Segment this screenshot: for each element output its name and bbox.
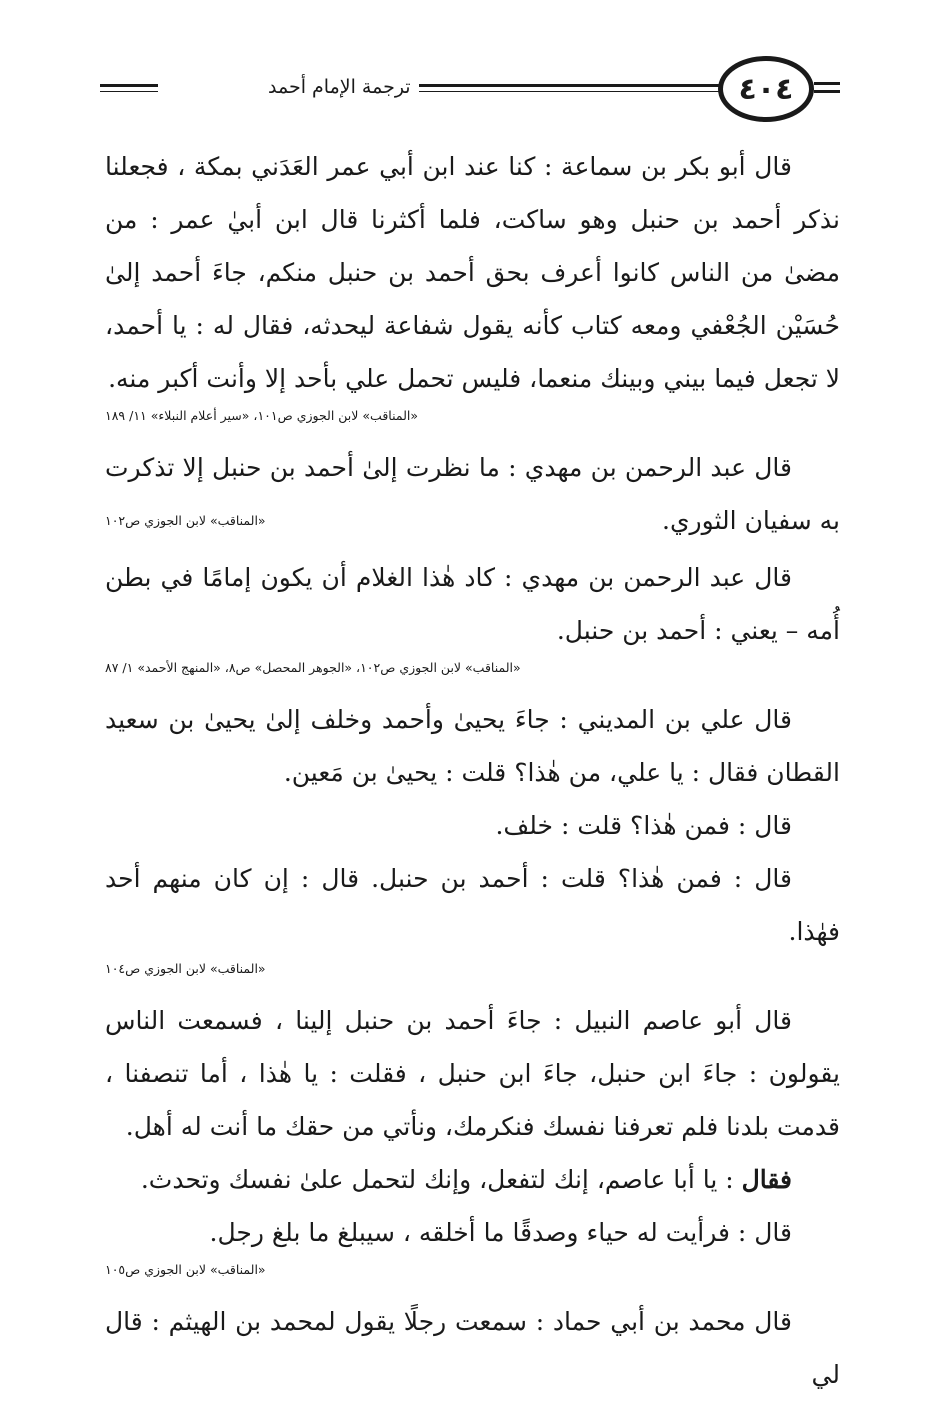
paragraph	[105, 1153, 840, 1206]
page-content	[105, 140, 840, 1401]
footnote-reference: «المناقب» لابن الجوزي ص١٠١، «سير أعلام النبلاء» ١١/ ١٨٩	[105, 408, 419, 423]
page-header	[100, 52, 840, 132]
paragraph: قال أبو عاصم النبيل : جاءَ أحمد بن حنبل إلينا ، فسمعت الناس يقولون : جاءَ ابن حنبل، جاءَ ابن حنبل ، فقلت : يا هٰذا ، أما تنصفنا ، قدمت بلدنا فلم تعرفنا نفسك فنكرمك، ونأتي من حقك ما أنت له أهل.	[105, 1006, 840, 1141]
header-rule-right-thick-2	[814, 90, 840, 93]
header-rule-middle	[400, 84, 720, 87]
header-rule-left-thin	[100, 91, 158, 92]
paragraph: قال أبو بكر بن سماعة : كنا عند ابن أبي عمر العَدَني بمكة ، فجعلنا نذكر أحمد بن حنبل وهو ساكت، فلما أكثرنا قال ابن أبيٰ عمر : من مضىٰ من الناس كانوا أعرف بحق أحمد بن حنبل منكم، جاءَ أحمد إلىٰ حُسَيْن الجُعْفي ومعه كتاب كأنه يقول شفاعة ليحدثه، فقال له : يا أحمد، لا تجعل فيما بيني وبينك منعما، فليس تحمل علي بأحد إلا وأنت أكبر منه.	[105, 152, 840, 393]
footnote-reference: «المناقب» لابن الجوزي ص١٠٥	[105, 1262, 266, 1277]
paragraph: قال محمد بن أبي حماد : سمعت رجلًا يقول لمحمد بن الهيثم : قال لي	[105, 1307, 840, 1389]
paragraph: قال : فمن هٰذا؟ قلت : خلف.	[495, 811, 792, 840]
header-rule-middle-thin	[400, 91, 720, 92]
paragraph: قال : فرأيت له حياء وصدقًا ما أخلقه ، سيبلغ ما بلغ رجل.	[209, 1218, 792, 1247]
paragraph: قال : فمن هٰذا؟ قلت : أحمد بن حنبل. قال : إن كان منهم أحد فهٰذا.	[105, 864, 840, 946]
paragraph-text: : يا أبا عاصم، إنك لتفعل، وإنك لتحمل علىٰ نفسك وتحدث.	[140, 1165, 734, 1194]
header-rule-left	[100, 84, 158, 87]
footnote-reference: «المناقب» لابن الجوزي ص١٠٢	[105, 513, 266, 528]
running-title: ترجمة الإمام أحمد	[260, 76, 419, 98]
header-rule-right-thick	[814, 82, 840, 85]
paragraph-text: قال عبد الرحمن بن مهدي : ما نظرت إلىٰ أحمد بن حنبل إلا تذكرت به سفيان الثوري.	[105, 453, 840, 535]
paragraph	[105, 441, 840, 547]
page-number-badge: ٤٠٤	[718, 56, 814, 122]
paragraph: قال علي بن المديني : جاءَ يحيىٰ وأحمد وخلف إلىٰ يحيىٰ بن سعيد القطان فقال : يا علي، من هٰذا؟ قلت : يحيىٰ بن مَعين.	[105, 705, 840, 787]
footnote-reference: «المناقب» لابن الجوزي ص١٠٢، «الجوهر المحصل» ص٨، «المنهج الأحمد» ١/ ٨٧	[105, 660, 521, 675]
footnote-reference: «المناقب» لابن الجوزي ص١٠٤	[105, 961, 266, 976]
paragraph: قال عبد الرحمن بن مهدي : كاد هٰذا الغلام أن يكون إمامًا في بطن أُمه – يعني : أحمد بن حنبل.	[105, 563, 840, 645]
bold-lead-word: فقال	[741, 1165, 792, 1194]
